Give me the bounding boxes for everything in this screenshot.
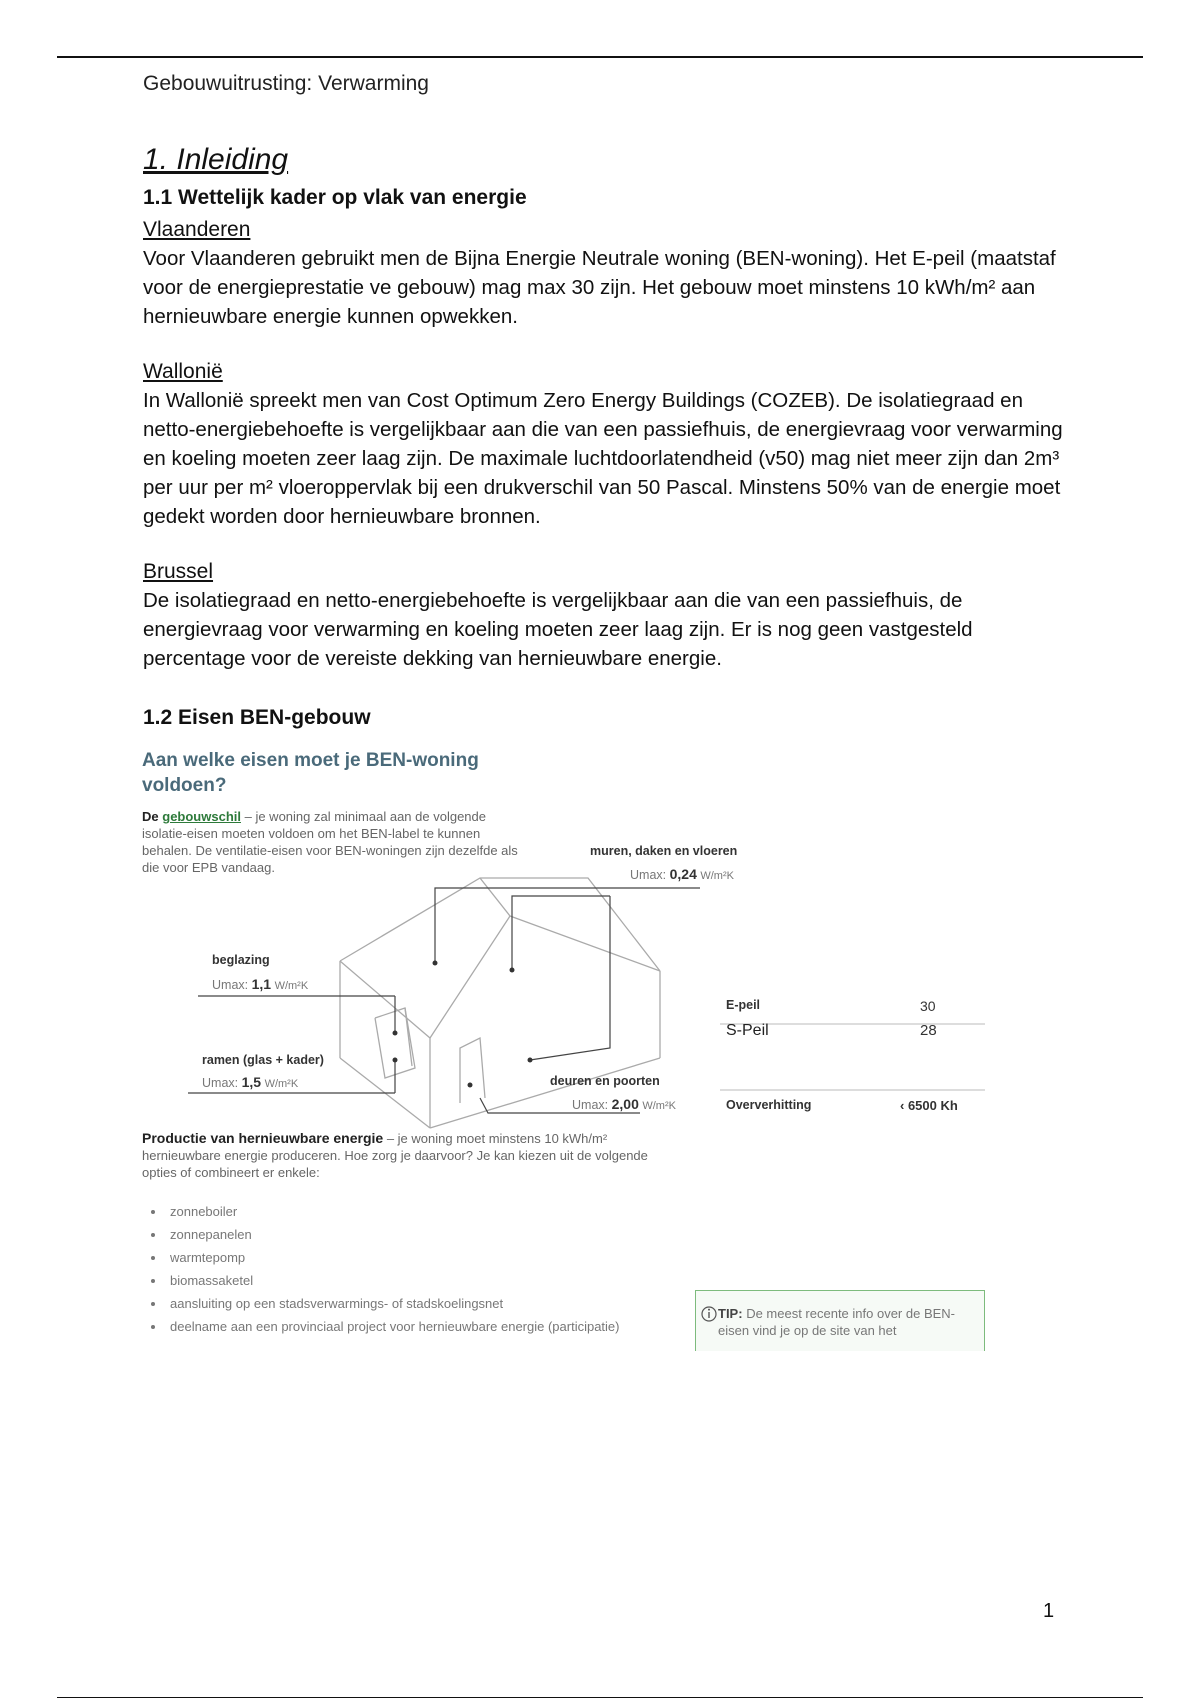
production-text: – je woning moet minstens 10 kWh/m² hernieuwbare energie produceren. Hoe zorg je daarvoor? Je kan kiezen uit de volgende opties of combineert er enkele: xyxy=(142,1131,648,1180)
tip-text: TIP: De meest recente info over de BEN-eisen vind je op de site van het xyxy=(718,1306,956,1338)
subsection-title-1-1: 1.1 Wettelijk kader op vlak van energie xyxy=(143,186,527,209)
value-glazing: Umax: 1,1 W/m²K xyxy=(212,976,309,992)
renewable-options-list xyxy=(142,1200,706,1338)
value-windows: Umax: 1,5 W/m²K xyxy=(202,1074,299,1090)
page-number: 1 xyxy=(1043,1600,1055,1622)
info-icon xyxy=(700,1305,720,1325)
intro-text: – je woning zal minimaal aan de volgende isolatie-eisen moeten voldoen om het BEN-label te kunnen behalen. De ventilatie-eisen voor BEN-woningen zijn dezelfde als die voor EPB vandaag. xyxy=(142,809,518,875)
label-doors: deuren en poorten xyxy=(550,1074,660,1088)
main-content xyxy=(143,140,1073,736)
label-walls: muren, daken en vloeren xyxy=(590,844,738,858)
figure-title: Aan welke eisen moet je BEN-woning voldoen? xyxy=(142,750,479,796)
intro-lead: De xyxy=(142,809,159,824)
figure-intro xyxy=(142,808,532,876)
list-item: • warmtepomp xyxy=(166,1246,706,1269)
production-paragraph xyxy=(142,1130,662,1181)
label-windows: ramen (glas + kader) xyxy=(202,1053,324,1067)
footer-rule xyxy=(57,1697,1143,1698)
paragraph-vlaanderen: Voor Vlaanderen gebruikt men de Bijna Energie Neutrale woning (BEN-woning). Het E-peil (maatstaf voor de energieprestatie ve gebouw) mag max 30 zijn. Het gebouw moet minstens 10 kWh/m² aan hernieuwbare energie kunnen opwekken. xyxy=(143,247,1056,328)
running-header: Gebouwuitrusting: Verwarming xyxy=(143,72,429,95)
intro-term-gebouwschil: gebouwschil xyxy=(162,809,241,824)
value-doors: Umax: 2,00 W/m²K xyxy=(572,1096,676,1112)
paragraph-brussel: De isolatiegraad en netto-energiebehoefte is vergelijkbaar aan die van een passiefhuis, de energievraag voor verwarming en koeling moeten zeer laag zijn. Er is nog geen vastgesteld percentage voor de vereiste dekking van hernieuwbare energie. xyxy=(143,589,973,670)
ben-requirements-figure: Aan welke eisen moet je BEN-woning voldoen? De gebouwschil – je woning zal minimaal aan de volgende isolatie-eisen moeten voldoen om het BEN-label te kunnen behalen. De ventilatie-eisen voor BEN-woningen zijn dezelfde als die voor EPB vandaag. muren, daken en vloeren Umax: 0,24 W/m²K beglazing Umax: 1,1 W/m²K ramen (glas + kader) Umax: 1,5 W/m²K deuren en poorten Umax: 2,00 W/m²K E-peil 30 S-Peil 28 Oververhitting ‹ 6500 Kh Productie van hernieuwbare energie – je woning moet minstens 10 kWh/m² hernieuwbare energie produceren. Hoe zorg je daarvoor? Je kan kiezen uit de volgende opties of combineert er enkele: • zonneboiler • zonnepanelen • warmtepomp • biomassaketel • aansluiting op een stadsverwarmings- of stadskoelingsnet • deelname aan een provinciaal project voor hernieuwbare energie (participatie) TIP: De meest recente info over de BEN-eisen vind je op de site van het xyxy=(140,748,990,1358)
value-walls: Umax: 0,24 W/m²K xyxy=(630,866,734,882)
paragraph-wallonie: In Wallonië spreekt men van Cost Optimum Zero Energy Buildings (COZEB). De isolatiegraad en netto-energiebehoefte is vergelijkbaar aan die van een passiefhuis, de energievraag voor verwarming en koeling moeten zeer laag zijn. De maximale luchtdoorlatendheid (v50) mag niet meer zijn dan 2m³ per uur per m² vloeroppervlak bij een drukverschil van 50 Pascal. Minstens 50% van de energie moet gedekt worden door hernieuwbare bronnen. xyxy=(143,389,1063,528)
region-heading-brussel: Brussel xyxy=(143,560,214,583)
region-heading-wallonie: Wallonië xyxy=(143,360,223,383)
header-rule xyxy=(57,56,1143,58)
list-item: • zonneboiler xyxy=(166,1200,706,1223)
section-title: 1. Inleiding xyxy=(143,143,289,176)
list-item: • aansluiting op een stadsverwarmings- of stadskoelingsnet xyxy=(166,1292,706,1315)
subsection-title-1-2: 1.2 Eisen BEN-gebouw xyxy=(143,706,371,729)
list-item: • biomassaketel xyxy=(166,1269,706,1292)
production-title: Productie van hernieuwbare energie xyxy=(142,1130,384,1146)
list-item: • deelname aan een provinciaal project voor hernieuwbare energie (participatie) xyxy=(166,1315,630,1338)
tip-box xyxy=(695,1290,985,1351)
label-glazing: beglazing xyxy=(212,953,270,967)
list-item: • zonnepanelen xyxy=(166,1223,706,1246)
region-heading-vlaanderen: Vlaanderen xyxy=(143,218,251,241)
